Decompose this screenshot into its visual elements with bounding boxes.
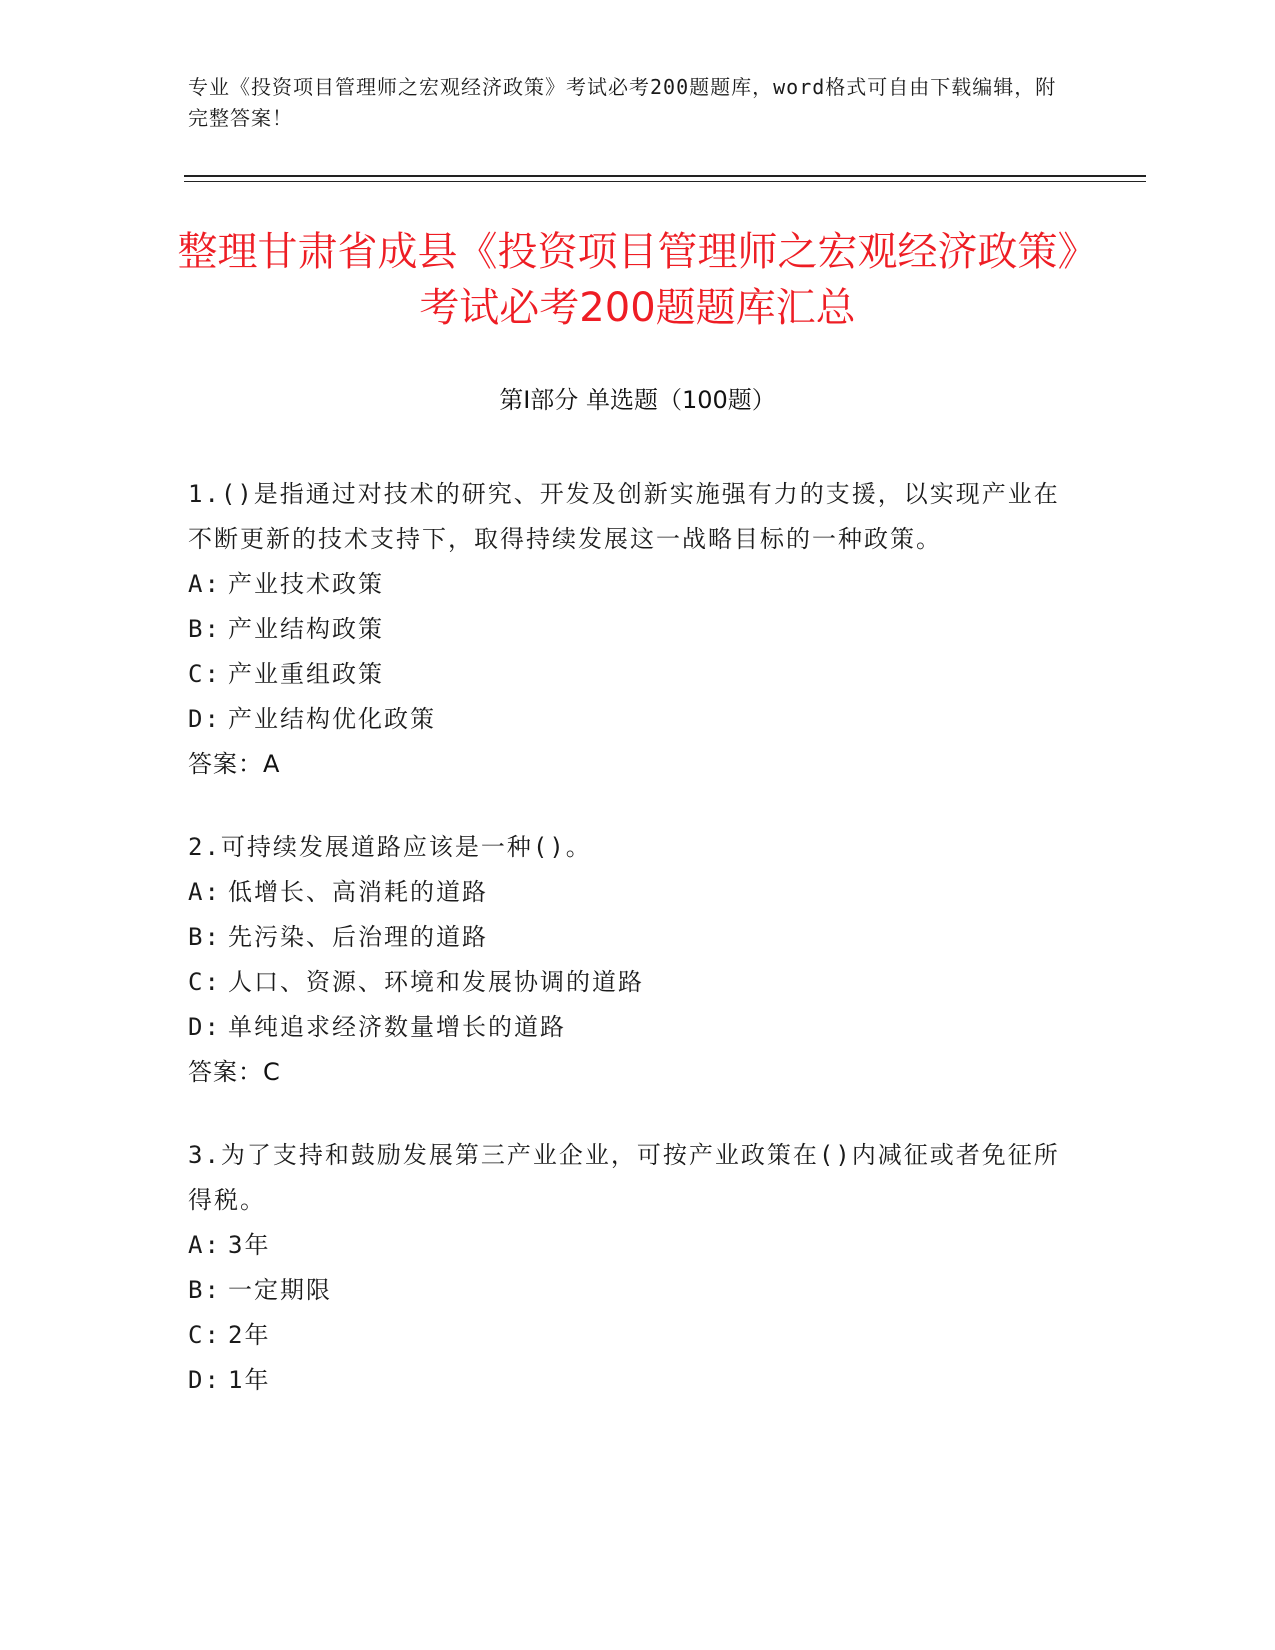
answer-line: 答案：C	[188, 1058, 281, 1086]
option-a	[188, 1223, 1068, 1268]
answer-line: 答案：A	[188, 750, 281, 778]
question-stem: 2.可持续发展道路应该是一种()。	[188, 833, 592, 861]
header-note: 专业《投资项目管理师之宏观经济政策》考试必考200题题库，word格式可自由下载编辑，附完整答案！	[188, 75, 1057, 130]
question-3	[188, 1133, 1068, 1403]
option-d	[188, 1005, 1068, 1050]
question-2	[188, 825, 1068, 1095]
option-letter: B:	[188, 615, 221, 643]
option-text: 低增长、高消耗的道路	[228, 878, 488, 906]
option-b	[188, 1268, 1068, 1313]
option-text: 人口、资源、环境和发展协调的道路	[228, 968, 644, 996]
option-c	[188, 652, 1068, 697]
option-letter: C:	[188, 968, 221, 996]
option-text: 2年	[228, 1321, 271, 1349]
question-stem: 1.()是指通过对技术的研究、开发及创新实施强有力的支援，以实现产业在不断更新的技术支持下，取得持续发展这一战略目标的一种政策。	[188, 480, 1060, 553]
document-title: 整理甘肃省成县《投资项目管理师之宏观经济政策》考试必考200题题库汇总	[177, 229, 1098, 331]
section-heading: 第Ⅰ部分 单选题（100题）	[499, 386, 776, 414]
option-text: 产业技术政策	[228, 570, 384, 598]
option-d	[188, 1358, 1068, 1403]
option-text: 产业结构政策	[228, 615, 384, 643]
option-text: 产业重组政策	[228, 660, 384, 688]
option-letter: C:	[188, 1321, 221, 1349]
option-letter: A:	[188, 1231, 221, 1259]
header-rule-thin	[184, 181, 1146, 182]
option-a	[188, 870, 1068, 915]
question-list	[188, 472, 1068, 1441]
option-c	[188, 1313, 1068, 1358]
question-1	[188, 472, 1068, 787]
option-text: 产业结构优化政策	[228, 705, 436, 733]
header-rule-thick	[184, 175, 1146, 177]
option-c	[188, 960, 1068, 1005]
option-text: 先污染、后治理的道路	[228, 923, 488, 951]
option-text: 单纯追求经济数量增长的道路	[228, 1013, 566, 1041]
option-letter: C:	[188, 660, 221, 688]
option-text: 一定期限	[228, 1276, 332, 1304]
option-letter: D:	[188, 1013, 221, 1041]
option-text: 3年	[228, 1231, 271, 1259]
option-text: 1年	[228, 1366, 271, 1394]
option-b	[188, 915, 1068, 960]
option-d	[188, 697, 1068, 742]
option-letter: A:	[188, 878, 221, 906]
option-letter: A:	[188, 570, 221, 598]
option-b	[188, 607, 1068, 652]
option-letter: D:	[188, 705, 221, 733]
option-letter: B:	[188, 1276, 221, 1304]
option-letter: D:	[188, 1366, 221, 1394]
option-letter: B:	[188, 923, 221, 951]
question-stem: 3.为了支持和鼓励发展第三产业企业，可按产业政策在()内减征或者免征所得税。	[188, 1141, 1060, 1214]
option-a	[188, 562, 1068, 607]
